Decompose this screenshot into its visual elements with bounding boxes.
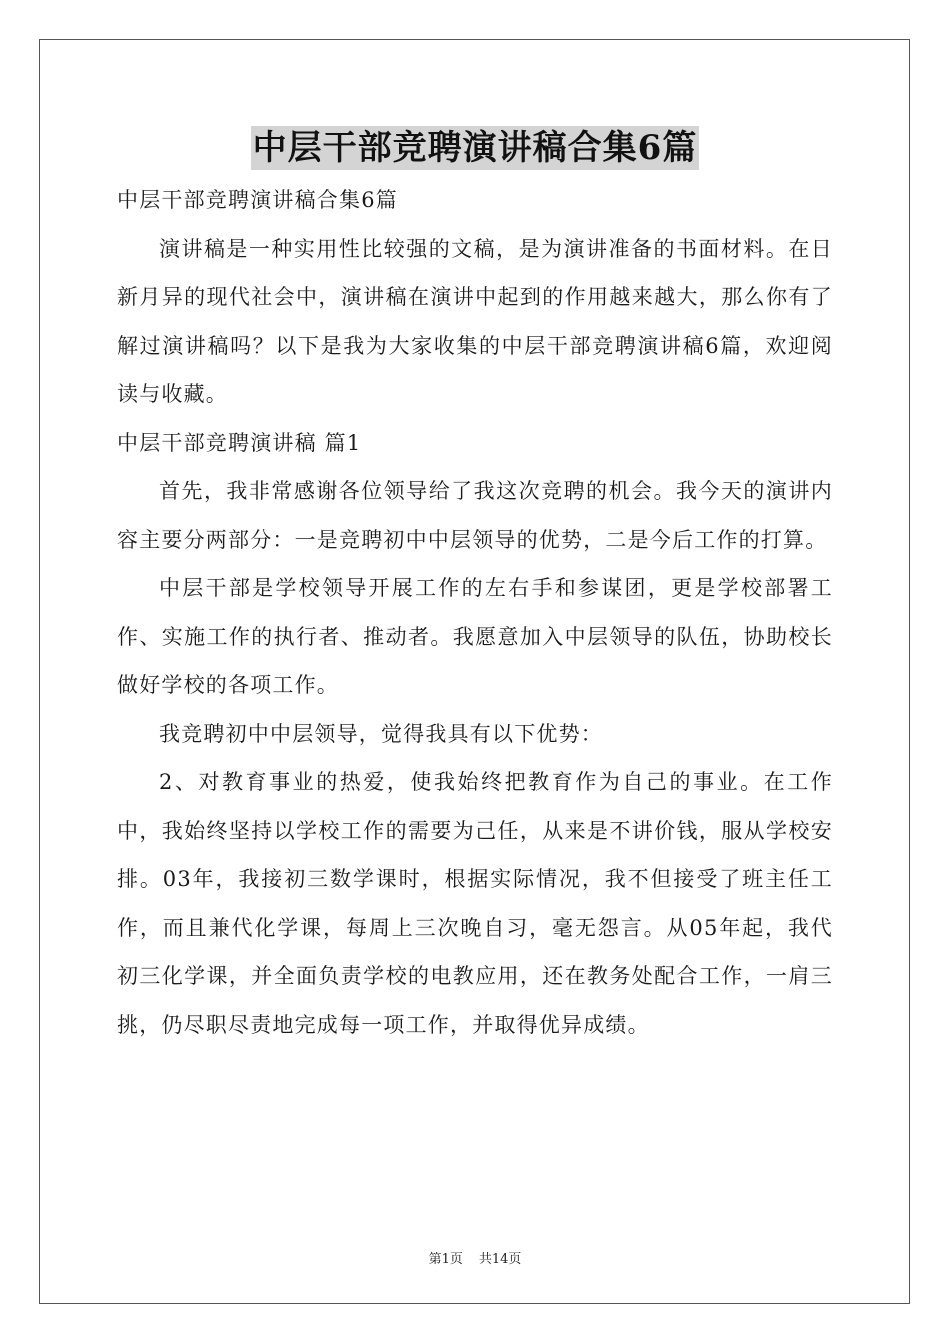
intro-paragraph: 演讲稿是一种实用性比较强的文稿，是为演讲准备的书面材料。在日新月异的现代社会中，演讲稿在演讲中起到的作用越来越大，那么你有了解过演讲稿吗？以下是我为大家收集的中层干部竞聘演讲稿6篇，欢迎阅读与收藏。	[117, 236, 833, 406]
page-total: 共14页	[478, 1252, 522, 1267]
body-paragraph: 中层干部是学校领导开展工作的左右手和参谋团，更是学校部署工作、实施工作的执行者、推动者。我愿意加入中层领导的队伍，协助校长做好学校的各项工作。	[117, 576, 833, 697]
title-area	[0, 126, 950, 170]
document-title: 中层干部竞聘演讲稿合集6篇	[252, 128, 698, 168]
page-footer	[0, 1248, 950, 1267]
document-body	[117, 176, 833, 1049]
body-paragraph: 2、对教育事业的热爱，使我始终把教育作为自己的事业。在工作中，我始终坚持以学校工作的需要为己任，从来是不讲价钱，服从学校安排。03年，我接初三数学课时，根据实际情况，我不但接受了班主任工作，而且兼代化学课，每周上三次晚自习，毫无怨言。从05年起，我代初三化学课，并全面负责学校的电教应用，还在教务处配合工作，一肩三挑，仍尽职尽责地完成每一项工作，并取得优异成绩。	[117, 770, 833, 1037]
page-number: 第1页	[428, 1252, 463, 1267]
section-heading: 中层干部竞聘演讲稿 篇1	[117, 430, 362, 455]
body-paragraph: 首先，我非常感谢各位领导给了我这次竞聘的机会。我今天的演讲内容主要分两部分：一是竞聘初中中层领导的优势，二是今后工作的打算。	[117, 479, 833, 552]
body-paragraph: 我竞聘初中中层领导，觉得我具有以下优势：	[159, 721, 603, 746]
subtitle-line: 中层干部竞聘演讲稿合集6篇	[117, 188, 398, 212]
